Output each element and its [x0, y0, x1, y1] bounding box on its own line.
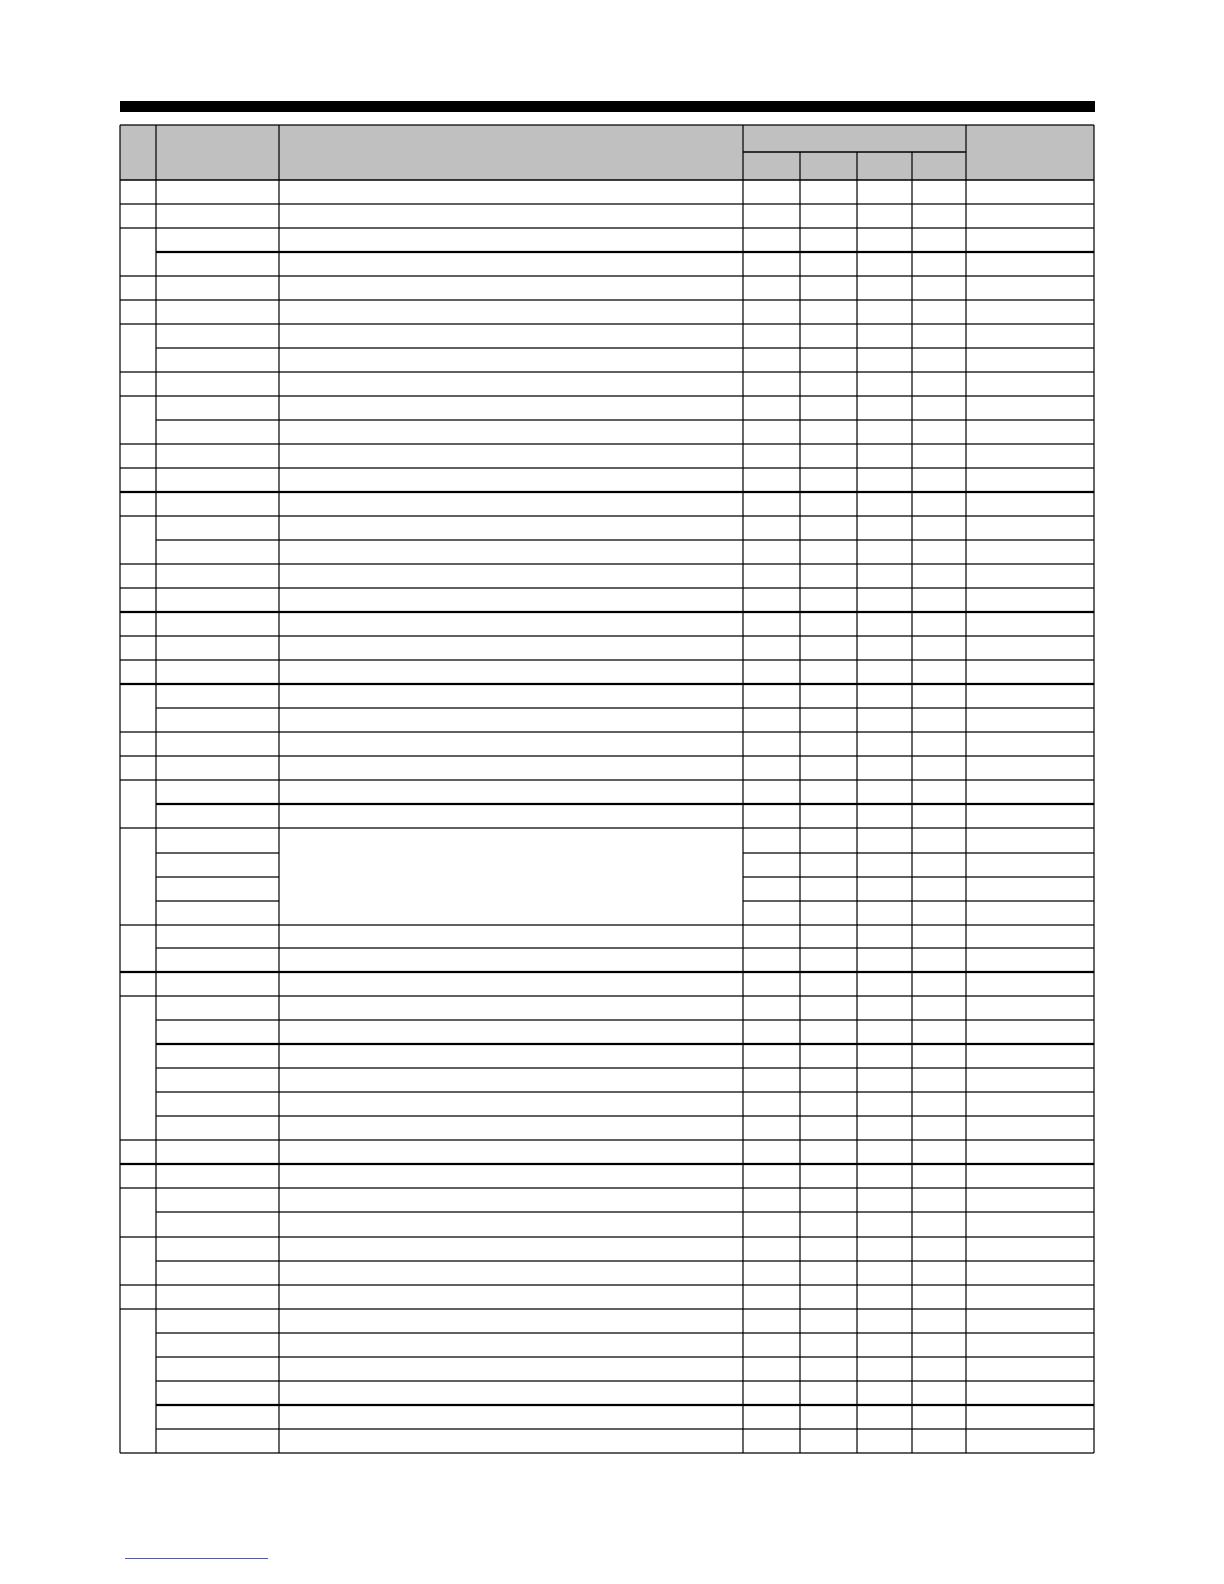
footer-rule: [125, 1558, 268, 1559]
